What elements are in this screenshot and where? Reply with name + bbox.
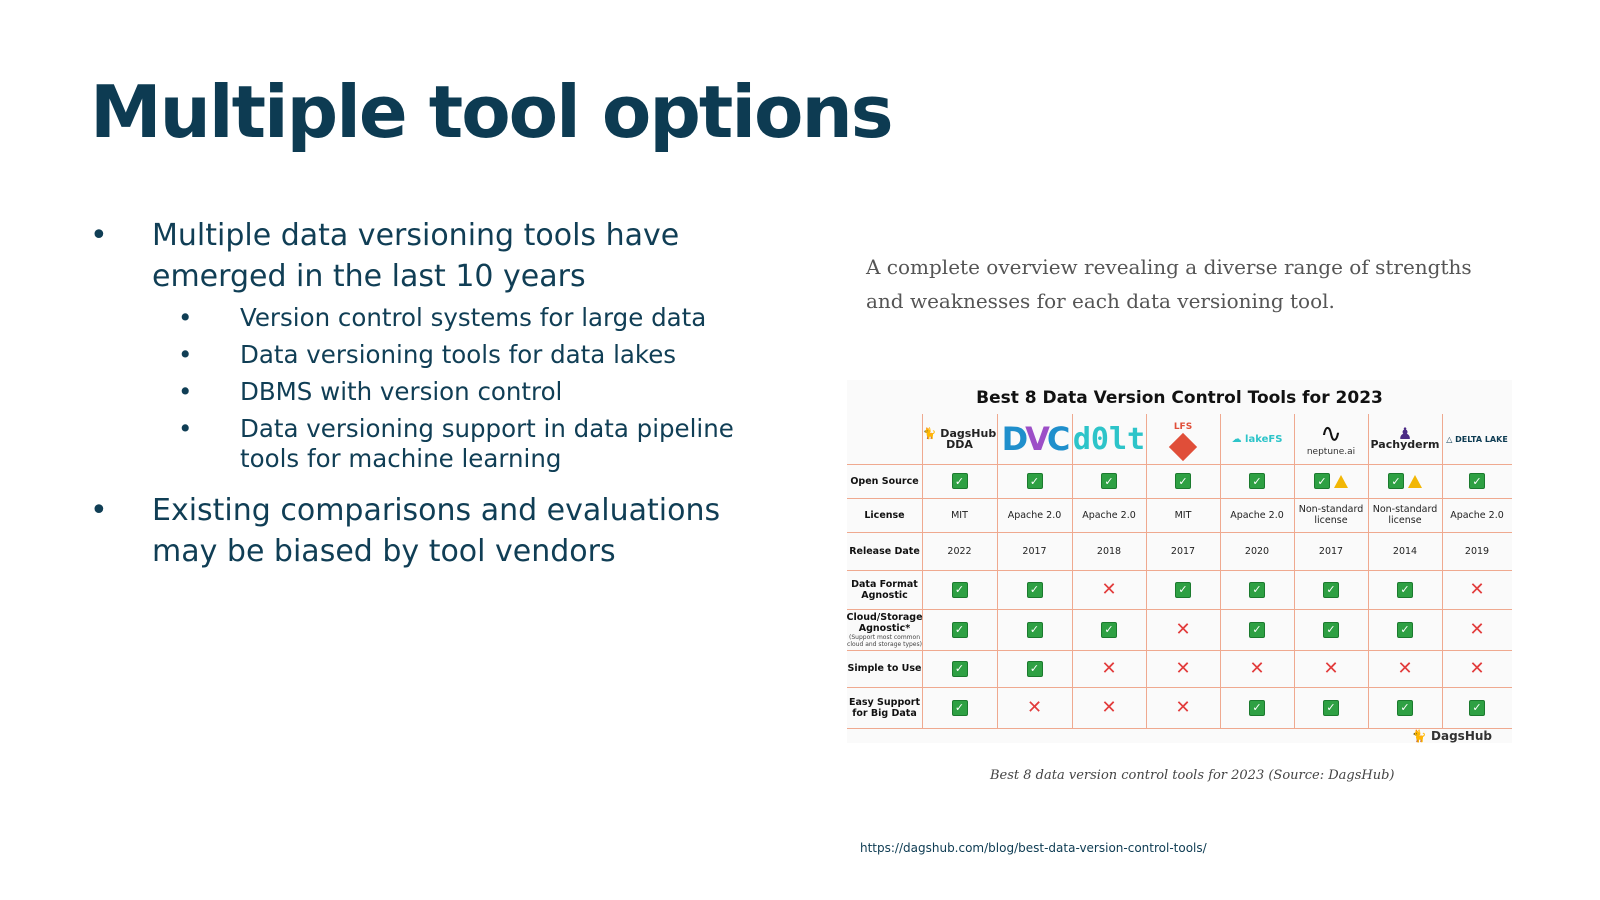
table-cell xyxy=(922,498,997,532)
row-label-text: Open Source xyxy=(850,475,919,487)
cell-text: 2022 xyxy=(947,545,972,557)
cross-icon: ✕ xyxy=(1397,658,1413,679)
check-icon: ✓ xyxy=(952,473,968,489)
table-cell xyxy=(997,687,1072,728)
dvc-letter: D xyxy=(1001,419,1026,458)
table-cell xyxy=(1442,570,1512,609)
figure-description: A complete overview revealing a diverse range of strengths and weaknesses for each data versioning tool. xyxy=(866,255,1472,313)
check-icon: ✓ xyxy=(1314,473,1330,489)
check-icon: ✓ xyxy=(1249,473,1265,489)
table-cell xyxy=(1442,464,1512,498)
row-label-text: License xyxy=(864,509,905,521)
table-cell xyxy=(1146,498,1220,532)
table-cell xyxy=(1442,650,1512,687)
table-cell xyxy=(1220,464,1294,498)
check-icon: ✓ xyxy=(1469,700,1485,716)
row-label xyxy=(847,570,922,609)
tool-header-dvc-logo xyxy=(997,414,1072,464)
check-icon: ✓ xyxy=(1027,661,1043,677)
row-label xyxy=(847,650,922,687)
tool-header-delta-lake-logo xyxy=(1442,414,1512,464)
row-label xyxy=(847,609,922,650)
git-lfs-logo: LFS xyxy=(1173,421,1193,432)
comparison-table xyxy=(847,414,1512,728)
table-cell xyxy=(922,464,997,498)
tool-header-neptune-logo xyxy=(1294,414,1368,464)
cell-text: Apache 2.0 xyxy=(1230,509,1284,521)
table-cell xyxy=(1220,650,1294,687)
cell-text: Apache 2.0 xyxy=(1450,509,1504,521)
tool-header-dolt-logo xyxy=(1072,414,1146,464)
tool-header-pachyderm-logo xyxy=(1368,414,1442,464)
check-icon: ✓ xyxy=(952,700,968,716)
warning-icon xyxy=(1334,475,1348,488)
cross-icon: ✕ xyxy=(1469,579,1485,600)
table-cell xyxy=(1146,609,1220,650)
check-icon: ✓ xyxy=(1397,700,1413,716)
brand-label: DagsHub xyxy=(1431,729,1492,743)
sub-bullet-item: • Data versioning support in data pipeline tools for machine learning xyxy=(90,414,770,474)
table-cell xyxy=(1146,464,1220,498)
table-cell xyxy=(1442,532,1512,570)
table-cell xyxy=(922,650,997,687)
cross-icon: ✕ xyxy=(1469,619,1485,640)
table-cell xyxy=(1442,609,1512,650)
table-cell xyxy=(1294,570,1368,609)
dvc-letter: V xyxy=(1025,419,1047,458)
row-label-text: Data Format Agnostic xyxy=(851,578,918,601)
table-cell xyxy=(997,532,1072,570)
table-cell xyxy=(997,650,1072,687)
row-label-text: Cloud/Storage Agnostic* xyxy=(846,611,923,634)
cell-text: Apache 2.0 xyxy=(1007,509,1062,521)
row-label xyxy=(847,464,922,498)
table-cell xyxy=(1368,498,1442,532)
cross-icon: ✕ xyxy=(1026,697,1043,718)
row-label xyxy=(847,687,922,728)
check-icon: ✓ xyxy=(1323,582,1339,598)
table-cell xyxy=(997,464,1072,498)
check-icon: ✓ xyxy=(1027,582,1043,598)
cell-text: 2014 xyxy=(1392,545,1418,557)
row-label xyxy=(847,532,922,570)
table-cell xyxy=(997,609,1072,650)
tool-header-git-lfs-logo xyxy=(1146,414,1220,464)
table-cell xyxy=(1072,650,1146,687)
cross-icon: ✕ xyxy=(1101,697,1117,718)
figure-title: Best 8 Data Version Control Tools for 2023 xyxy=(976,388,1383,408)
row-label-text: Release Date xyxy=(849,545,920,557)
cell-text: 2020 xyxy=(1244,545,1270,557)
cell-text: MIT xyxy=(951,509,968,521)
check-icon: ✓ xyxy=(1175,582,1191,598)
pachyderm-elephant-icon: ♟ xyxy=(1397,424,1413,443)
table-cell xyxy=(1146,570,1220,609)
table-cell xyxy=(1072,687,1146,728)
check-icon: ✓ xyxy=(1249,582,1265,598)
check-icon: ✓ xyxy=(952,661,968,677)
table-cell xyxy=(1294,609,1368,650)
table-cell xyxy=(1368,570,1442,609)
check-icon: ✓ xyxy=(1397,622,1413,638)
sub-bullet-item: • Version control systems for large data xyxy=(90,303,770,333)
table-cell xyxy=(1294,464,1368,498)
check-icon: ✓ xyxy=(1469,473,1485,489)
table-cell xyxy=(997,570,1072,609)
comparison-figure xyxy=(847,380,1512,743)
cross-icon: ✕ xyxy=(1249,658,1265,679)
table-cell xyxy=(997,498,1072,532)
dagshub-logo: 🐈 DagsHub DDA xyxy=(922,427,997,451)
check-icon: ✓ xyxy=(1101,622,1117,638)
row-label-note: (Support most common cloud and storage types) xyxy=(847,633,922,648)
table-cell xyxy=(1294,498,1368,532)
cross-icon: ✕ xyxy=(1469,658,1485,679)
bullet-list xyxy=(90,215,770,578)
table-cell xyxy=(1368,609,1442,650)
cell-text: Non-standard license xyxy=(1298,504,1364,526)
table-cell xyxy=(1442,687,1512,728)
source-link[interactable]: https://dagshub.com/blog/best-data-version-control-tools/ xyxy=(860,841,1207,855)
table-cell xyxy=(1220,609,1294,650)
pachyderm-logo: Pachyderm xyxy=(1370,438,1440,451)
bullet-item: • Multiple data versioning tools have emerged in the last 10 years xyxy=(90,215,770,297)
table-cell xyxy=(1442,498,1512,532)
delta-lake-logo: △ DELTA LAKE xyxy=(1446,434,1508,444)
figure-caption: Best 8 data version control tools for 2023 (Source: DagsHub) xyxy=(990,768,1395,783)
tool-header-lakefs-logo xyxy=(1220,414,1294,464)
table-cell xyxy=(1072,464,1146,498)
row-label-text: Easy Support for Big Data xyxy=(848,696,920,719)
table-cell xyxy=(922,687,997,728)
dolt-logo: d0lt xyxy=(1072,421,1146,457)
check-icon: ✓ xyxy=(1323,622,1339,638)
table-cell xyxy=(1368,532,1442,570)
git-lfs-icon xyxy=(1169,432,1197,460)
table-cell xyxy=(922,532,997,570)
table-cell xyxy=(1368,650,1442,687)
sub-bullet-item: • Data versioning tools for data lakes xyxy=(90,340,770,370)
table-cell xyxy=(1146,687,1220,728)
table-cell xyxy=(1368,464,1442,498)
check-icon: ✓ xyxy=(1388,473,1404,489)
cross-icon: ✕ xyxy=(1101,658,1117,679)
cell-text: MIT xyxy=(1174,509,1192,521)
table-cell xyxy=(1294,532,1368,570)
table-cell xyxy=(1146,650,1220,687)
dvc-logo xyxy=(1001,419,1068,458)
cross-icon: ✕ xyxy=(1175,619,1191,640)
table-cell xyxy=(1072,532,1146,570)
table-cell xyxy=(1072,609,1146,650)
cross-icon: ✕ xyxy=(1323,658,1339,679)
check-icon: ✓ xyxy=(1249,622,1265,638)
table-cell xyxy=(1220,532,1294,570)
table-cell xyxy=(1072,570,1146,609)
cell-text: Non-standard license xyxy=(1372,504,1438,526)
cell-text: 2017 xyxy=(1170,545,1196,557)
table-cell xyxy=(1294,687,1368,728)
check-icon: ✓ xyxy=(1027,473,1043,489)
neptune-logo: neptune.ai xyxy=(1306,446,1356,457)
table-cell xyxy=(1368,687,1442,728)
slide-title: Multiple tool options xyxy=(90,70,892,154)
check-icon: ✓ xyxy=(1249,700,1265,716)
table-cell xyxy=(1294,650,1368,687)
cross-icon: ✕ xyxy=(1175,658,1191,679)
check-icon: ✓ xyxy=(952,582,968,598)
sub-bullet-list xyxy=(90,303,770,474)
lakefs-logo: ☁ lakeFS xyxy=(1231,433,1283,445)
sub-bullet-item: • DBMS with version control xyxy=(90,377,770,407)
row-label xyxy=(847,498,922,532)
cell-text: 2017 xyxy=(1318,545,1344,557)
neptune-wave-icon: ∿ xyxy=(1320,418,1342,449)
check-icon: ✓ xyxy=(1323,700,1339,716)
check-icon: ✓ xyxy=(1027,622,1043,638)
dvc-letter: C xyxy=(1046,419,1068,458)
table-cell xyxy=(1220,498,1294,532)
cell-text: 2018 xyxy=(1096,545,1122,557)
check-icon: ✓ xyxy=(1397,582,1413,598)
row-label-text: Simple to Use xyxy=(847,663,922,674)
cross-icon: ✕ xyxy=(1175,697,1191,718)
table-cell xyxy=(922,570,997,609)
tool-header-dagshub-logo xyxy=(922,414,997,464)
check-icon: ✓ xyxy=(1101,473,1117,489)
table-cell xyxy=(1220,687,1294,728)
cell-text: 2019 xyxy=(1464,545,1490,557)
table-cell xyxy=(1220,570,1294,609)
cell-text: Apache 2.0 xyxy=(1082,509,1136,521)
bullet-item: • Existing comparisons and evaluations may be biased by tool vendors xyxy=(90,490,770,572)
warning-icon xyxy=(1408,475,1422,488)
check-icon: ✓ xyxy=(1175,473,1191,489)
dagshub-watermark: 🐈 DagsHub xyxy=(1411,729,1492,743)
cross-icon: ✕ xyxy=(1101,579,1117,600)
check-icon: ✓ xyxy=(952,622,968,638)
table-cell xyxy=(1146,532,1220,570)
cell-text: 2017 xyxy=(1022,545,1047,557)
table-cell xyxy=(922,609,997,650)
table-cell xyxy=(1072,498,1146,532)
